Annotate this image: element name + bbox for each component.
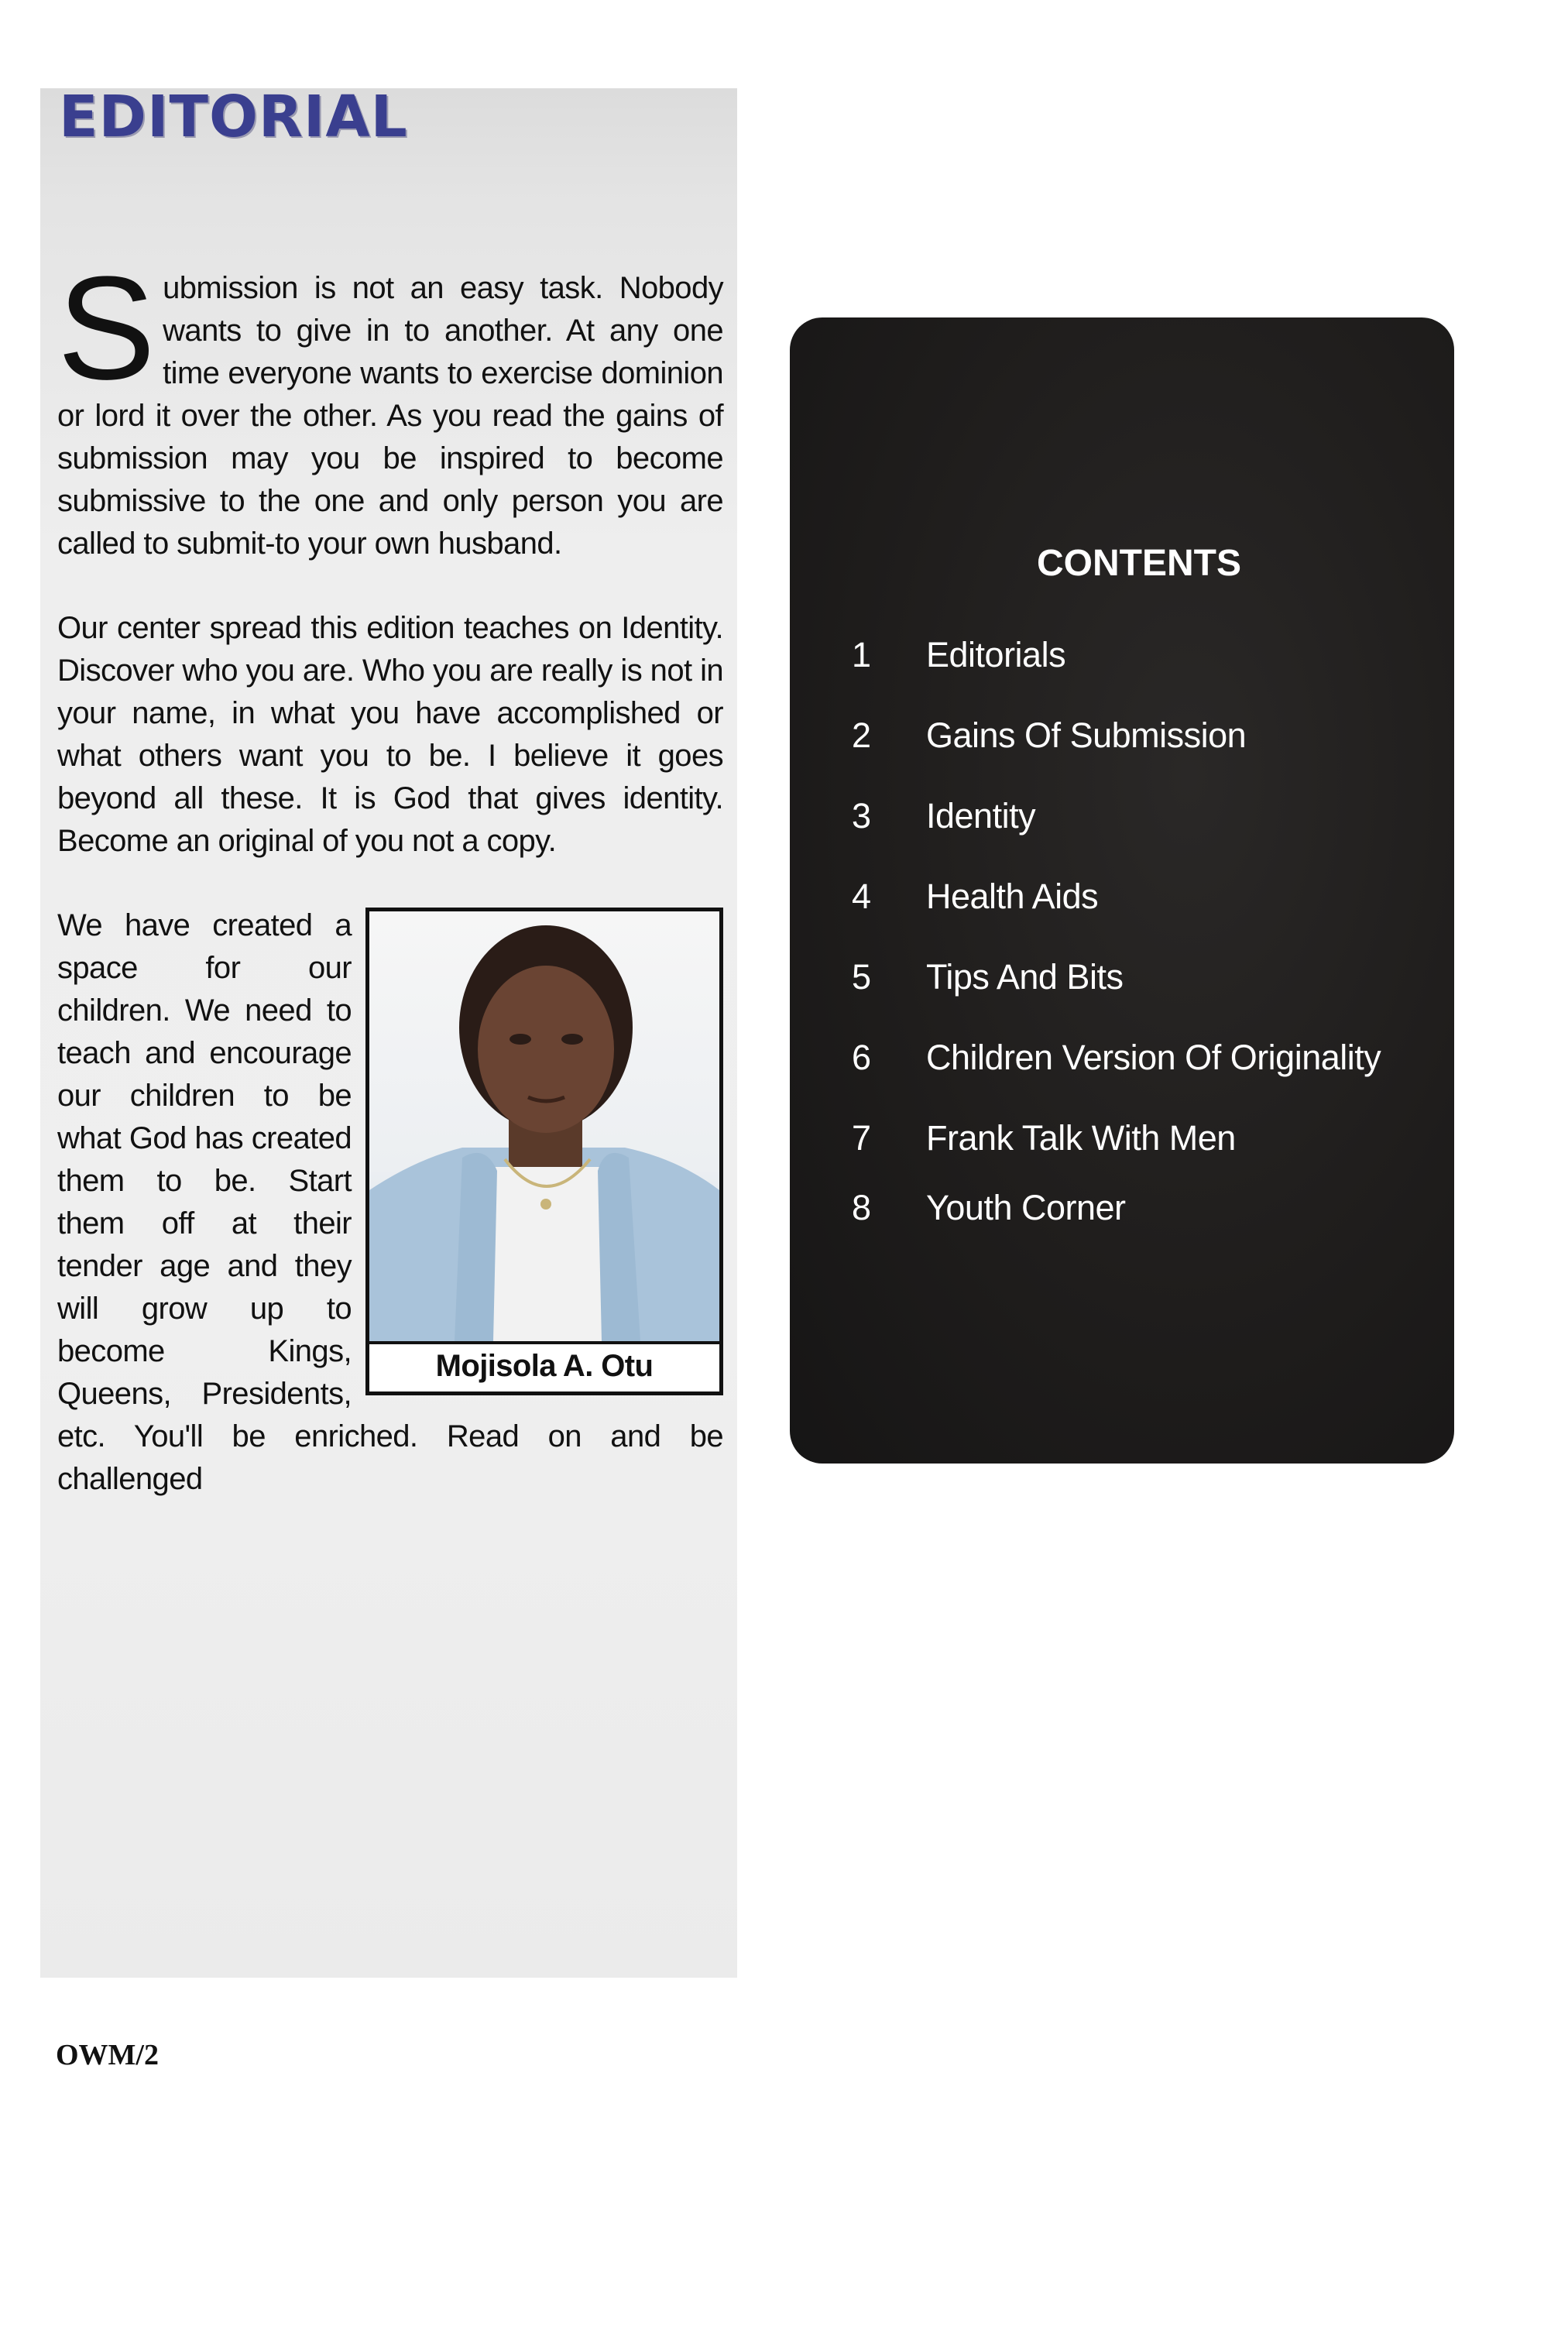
contents-item-label: Editorials bbox=[926, 635, 1066, 674]
contents-item bbox=[852, 1038, 1381, 1118]
contents-item-number: 7 bbox=[852, 1118, 872, 1158]
drop-cap: S bbox=[57, 246, 156, 410]
author-photo-frame bbox=[365, 908, 723, 1395]
paragraph-1-text: ubmission is not an easy task. Nobody wants to give in to another. At any one time everyone wants to exercise dominion or lord it over the other. As you read the gains of submission may you be inspired to become submissive to the one and only person you are called to submit-to your own husband. bbox=[57, 271, 723, 561]
contents-item-number: 5 bbox=[852, 957, 872, 997]
page-code: OWM/2 bbox=[56, 2039, 159, 2071]
editorial-paragraph-3 bbox=[57, 904, 723, 1501]
contents-item-label: Identity bbox=[926, 796, 1036, 836]
contents-title: CONTENTS bbox=[1037, 543, 1241, 584]
contents-item bbox=[852, 1188, 1381, 1268]
contents-item-label: Gains Of Submission bbox=[926, 715, 1247, 755]
contents-item-label: Children Version Of Originality bbox=[926, 1038, 1381, 1077]
contents-item bbox=[852, 635, 1381, 715]
contents-item-number: 1 bbox=[852, 635, 872, 674]
contents-item bbox=[852, 715, 1381, 796]
contents-item-label: Youth Corner bbox=[926, 1188, 1126, 1227]
contents-item-number: 6 bbox=[852, 1038, 872, 1077]
contents-list bbox=[852, 635, 1381, 1268]
contents-item bbox=[852, 957, 1381, 1038]
editorial-paragraph-2: Our center spread this edition teaches on Identity. Discover who you are. Who you are really is not in your name, in what you have accomplished or what others want you to be. I believe it goes beyond all these. It is God that gives identity. Become an original of you not a copy. bbox=[57, 611, 723, 858]
contents-item-number: 4 bbox=[852, 877, 872, 916]
contents-item-number: 8 bbox=[852, 1188, 872, 1227]
contents-item-label: Health Aids bbox=[926, 877, 1099, 916]
contents-item bbox=[852, 1118, 1381, 1188]
contents-item-number: 2 bbox=[852, 715, 872, 755]
photo-caption: Mojisola A. Otu bbox=[369, 1341, 719, 1388]
contents-item-label: Frank Talk With Men bbox=[926, 1118, 1236, 1158]
contents-item-label: Tips And Bits bbox=[926, 957, 1124, 997]
contents-item bbox=[852, 877, 1381, 957]
paragraph-3-text: We have created a space for our children. We need to teach and encourage our children to be what God has created them to be. Start them off at their tender age and they will grow up to become Kings, Queens, Presidents, etc. You'll be enriched. Read on and be challenged bbox=[57, 908, 723, 1496]
contents-item-number: 3 bbox=[852, 796, 872, 836]
author-portrait-image bbox=[369, 911, 719, 1341]
contents-panel bbox=[790, 317, 1454, 1464]
editorial-paragraph-1 bbox=[57, 246, 723, 565]
editorial-title: EDITORIAL bbox=[59, 84, 408, 150]
author-photo bbox=[369, 911, 719, 1341]
contents-item bbox=[852, 796, 1381, 877]
